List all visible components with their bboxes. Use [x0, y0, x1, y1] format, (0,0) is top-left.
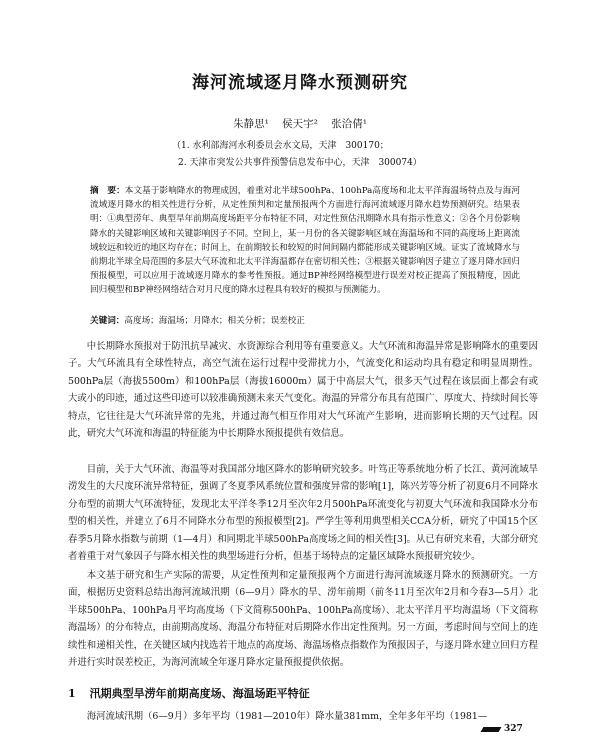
section-heading: [68, 685, 310, 701]
section-number: 1: [68, 687, 76, 700]
keywords-text: 高度场；海温场；月降水；相关分析；误差校正: [124, 316, 305, 326]
paper-title: 海河流域逐月降水预测研究: [192, 73, 408, 93]
author-name: 朱静思¹: [233, 118, 269, 130]
keywords: [90, 314, 520, 328]
body-paragraph: 海河流域汛期（6—9月）多年平均（1981—2010年）降水量381mm，全年多年平均（1981—: [86, 711, 488, 722]
section-title: 汛期典型旱涝年前期高度场、海温场距平特征: [89, 687, 310, 700]
author-list: [0, 116, 600, 131]
author-name: 侯天宇²: [282, 118, 318, 130]
abstract-text: 本文基于影响降水的物理成因，着重对北半球500hPa、100hPa高度场和北太平洋海温场特点及与海河流域逐月降水的相关性进行分析，从定性预判和定量预报两个方面进行海河流域逐月降水趋势预测研究。结果表明：①典型涝年、典型旱年前期高度场距平分布特征不同，对定性预估汛期降水具有指示性意义；②各个月份影响降水的关键影响区域和关键影响因子不同。空间上，某一月份的各关键影响区域在海温场和不同的高度场上距离流域较远和较近的地区均存在；时间上，在前期较长和较短的时间间隔内都能形成关键影响区域。证实了流域降水与前期北半球全局范围的多层大气环流和北太平洋海温都存在密切相关性；③根据关键影响因子建立了逐月降水回归预报模型，可以应用于流域逐月降水的参考性预报。通过BP神经网络模型进行误差对校正提高了预报精度，因此回归模型和BP神经网络结合对月尺度的降水过程具有较好的模拟与预测能力。: [90, 186, 520, 296]
keywords-label: 关键词：: [90, 316, 125, 326]
affiliation-2: 2. 天津市突发公共事件预警信息发布中心，天津 300074）: [178, 158, 422, 168]
body-paragraph: 目前，关于大气环流、海温等对我国部分地区降水的影响研究较多。叶笃正等系统地分析了长江、黄河流域旱涝发生的大尺度环流异常特征，强调了冬夏季风系统位置和强度异常的影响[1]，陈兴芳等分析了初夏6月不同降水分布型的前期大气环流特征，发现北太平洋冬季12月至次年2月500hPa环流变化与初夏大气环流和我国降水分布型的相关性，并建立了6月不同降水分布型的预报模型[2]。严学生等利用典型相关CCA分析，研究了中国15个区春季5月降水指数与前期（1—4月）和同期北半球500hPa高度场之间的相关性[3]。从已有研究来看，大部分研究者着重于对气象因子与降水相关性的典型场进行分析，但基于场特点的定量区域降水预报研究较少。: [68, 464, 538, 563]
abstract-label: 摘 要：: [90, 186, 125, 196]
body-paragraph: 中长期降水预报对于防汛抗旱减灾、水资源综合利用等有重要意义。大气环流和海温异常是影响降水的重要因子。大气环流具有全球性特点，高空气流在运行过程中受滞扰力小，气流变化和运动均具有稳定和明显周期性。500hPa层（海拔5500m）和100hPa层（海拔16000m）属于中高层大气，很多天气过程在该层面上都会有或大或小的印迹，通过这些印迹可以较准确预测未来天气变化。海温的异常分布具有范围广、厚度大、持续时间长等特点，它往往是大气环流异常的先兆，并通过海气相互作用对大气环流产生影响，进而影响长期的天气过程。因此，研究大气环流和海温的特征能为中长期降水预报提供有效信息。: [68, 341, 538, 440]
abstract: [90, 184, 520, 298]
body-paragraph: 本文基于研究和生产实际的需要，从定性预判和定量预报两个方面进行海河流域逐月降水的预测研究。一方面，根据历史资料总结出海河流域汛期（6—9月）降水的旱、涝年前期（前冬11月至次年2月和今春3—5月）北半球500hPa、100hPa月平均高度场（下文简称500hPa、100hPa高度场）、北太平洋月平均海温场（下文简称海温场）的分布特点，由前期高度场、海温分布特征对后期降水作出定性预判。另一方面，考虑时间与空间上的连续性和递相关性，在关键区域内找选若干地点的高度场、海温场格点指数作为预报因子，与逐月降水建立回归方程并进行实时误差校正，为海河流域全年逐月降水定量预报提供依据。: [68, 570, 538, 669]
page-mark-icon: [481, 727, 502, 732]
affiliation-1: （1. 水利部海河水利委员会水文局，天津 300170；: [172, 141, 389, 151]
author-name: 张洽倩¹: [331, 118, 367, 130]
page-number: [482, 724, 523, 734]
page-number-text: 327: [504, 724, 523, 734]
